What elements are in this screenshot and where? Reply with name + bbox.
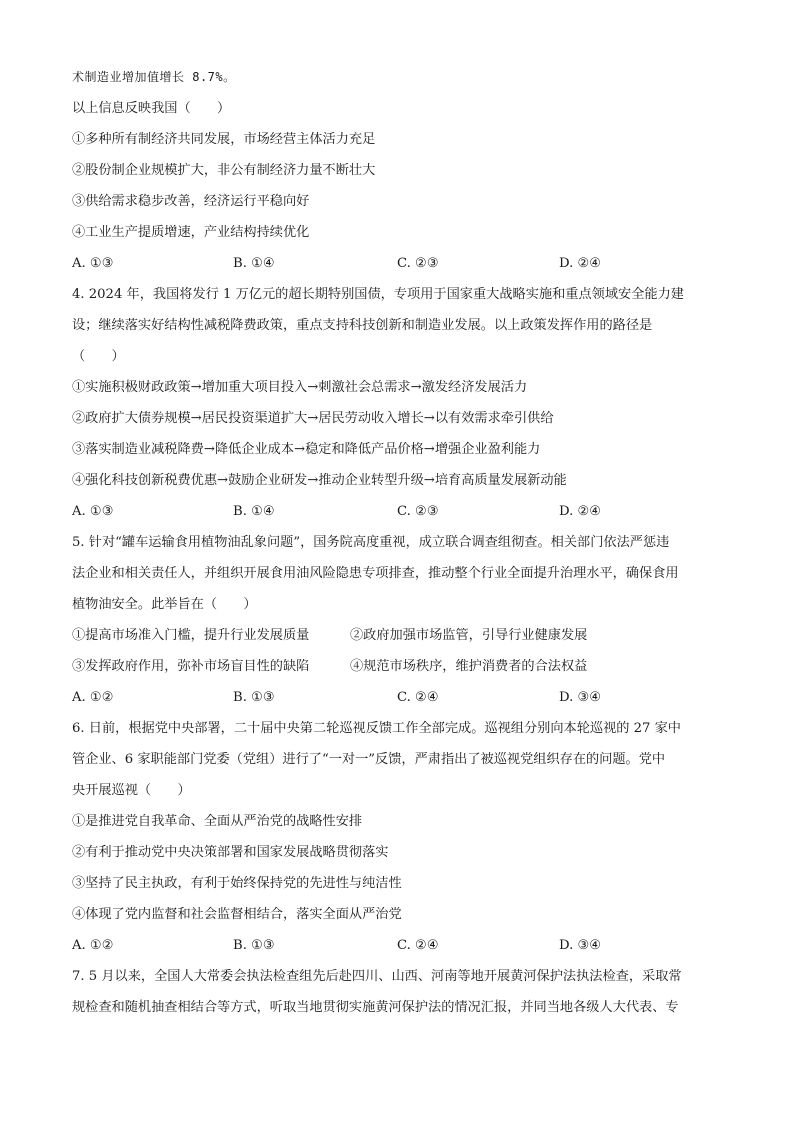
- question-stem-line-2: 规检查和随机抽查相结合等方式，听取当地贯彻实施黄河保护法的情况汇报，并同当地各级人大代表、专: [72, 1000, 679, 1015]
- option-d: D. ③④: [559, 690, 602, 705]
- question-stem-line-1: 6. 日前，根据党中央部署，二十届中央第二轮巡视反馈工作全部完成。巡视组分别向本轮巡视的 27 家中: [72, 721, 681, 736]
- option-b: B. ①④: [233, 256, 275, 271]
- answer-options: [72, 496, 722, 527]
- option-b: B. ①③: [233, 938, 275, 953]
- statement-2: ②股份制企业规模扩大，非公有制经济力量不断壮大: [72, 163, 376, 178]
- answer-options: [72, 930, 722, 961]
- statement-2: ②有利于推动党中央决策部署和国家发展战略贯彻落实: [72, 845, 389, 860]
- statement-1: ①多种所有制经济共同发展，市场经营主体活力充足: [72, 132, 376, 147]
- question-stem-line-1: 7. 5 月以来，全国人大常委会执法检查组先后赴四川、山西、河南等地开展黄河保护法执法检查，采取常: [72, 969, 682, 984]
- option-a: A. ①②: [72, 690, 114, 705]
- option-b: B. ①④: [233, 504, 275, 519]
- question-4: [72, 279, 722, 527]
- question-stem-line-3: （ ）: [72, 349, 125, 364]
- option-b: B. ①③: [233, 690, 275, 705]
- option-c: C. ②③: [397, 256, 439, 271]
- statement-2: ②政府加强市场监管，引导行业健康发展: [350, 628, 588, 643]
- exam-page: [72, 62, 722, 1023]
- option-c: C. ②④: [397, 690, 439, 705]
- statement-row-1: [72, 620, 722, 651]
- statement-3: ③坚持了民主执政，有利于始终保持党的先进性与纯洁性: [72, 876, 402, 891]
- option-c: C. ②④: [397, 938, 439, 953]
- answer-options: [72, 248, 722, 279]
- statement-2: ②政府扩大债券规模→居民投资渠道扩大→居民劳动收入增长→以有效需求牵引供给: [72, 411, 554, 426]
- question-stem-line-1: 5. 针对“罐车运输食用植物油乱象问题”，国务院高度重视，成立联合调查组彻查。相关部门依法严惩违: [72, 535, 670, 550]
- question-stem-line-3: 央开展巡视（ ）: [72, 783, 191, 798]
- option-a: A. ①③: [72, 256, 114, 271]
- option-d: D. ③④: [559, 938, 602, 953]
- answer-options: [72, 682, 722, 713]
- question-stem-line-1: 4. 2024 年，我国将发行 1 万亿元的超长期特别国债，专项用于国家重大战略实施和重点领域安全能力建: [72, 287, 684, 302]
- statement-1: ①提高市场准入门槛，提升行业发展质量: [72, 628, 310, 643]
- question-stem-line-2: 法企业和相关责任人，并组织开展食用油风险隐患专项排查，推动整个行业全面提升治理水平，确保食用: [72, 566, 679, 581]
- question-7: [72, 961, 722, 1023]
- option-a: A. ①②: [72, 938, 114, 953]
- statement-3: ③发挥政府作用，弥补市场盲目性的缺陷: [72, 659, 310, 674]
- statement-1: ①实施积极财政政策→增加重大项目投入→刺激社会总需求→激发经济发展活力: [72, 380, 528, 395]
- statement-4: ④强化科技创新税费优惠→鼓励企业研发→推动企业转型升级→培育高质量发展新动能: [72, 473, 567, 488]
- statement-4: ④规范市场秩序，维护消费者的合法权益: [350, 659, 588, 674]
- statement-row-2: [72, 651, 722, 682]
- option-d: D. ②④: [559, 504, 602, 519]
- question-stem-line-3: 植物油安全。此举旨在（ ）: [72, 597, 257, 612]
- question-5: [72, 527, 722, 713]
- option-d: D. ②④: [559, 256, 602, 271]
- statement-4: ④工业生产提质增速，产业结构持续优化: [72, 225, 310, 240]
- question-stem-line-2: 管企业、6 家职能部门党委（党组）进行了“一对一”反馈，严肃指出了被巡视党组织存在的问题。党中: [72, 752, 666, 767]
- statement-3: ③落实制造业减税降费→降低企业成本→稳定和降低产品价格→增强企业盈利能力: [72, 442, 541, 457]
- statement-3: ③供给需求稳步改善，经济运行平稳向好: [72, 194, 310, 209]
- statement-4: ④体现了党内监督和社会监督相结合，落实全面从严治党: [72, 907, 402, 922]
- question-stem: 以上信息反映我国（ ）: [72, 101, 231, 116]
- statement-1: ①是推进党自我革命、全面从严治党的战略性安排: [72, 814, 363, 829]
- intro-tail: 术制造业增加值增长 8.7%。: [72, 70, 236, 84]
- question-6: [72, 713, 722, 961]
- question-stem-line-2: 设；继续落实好结构性减税降费政策，重点支持科技创新和制造业发展。以上政策发挥作用的路径是: [72, 318, 653, 333]
- option-a: A. ①③: [72, 504, 114, 519]
- option-c: C. ②③: [397, 504, 439, 519]
- question-3: [72, 93, 722, 279]
